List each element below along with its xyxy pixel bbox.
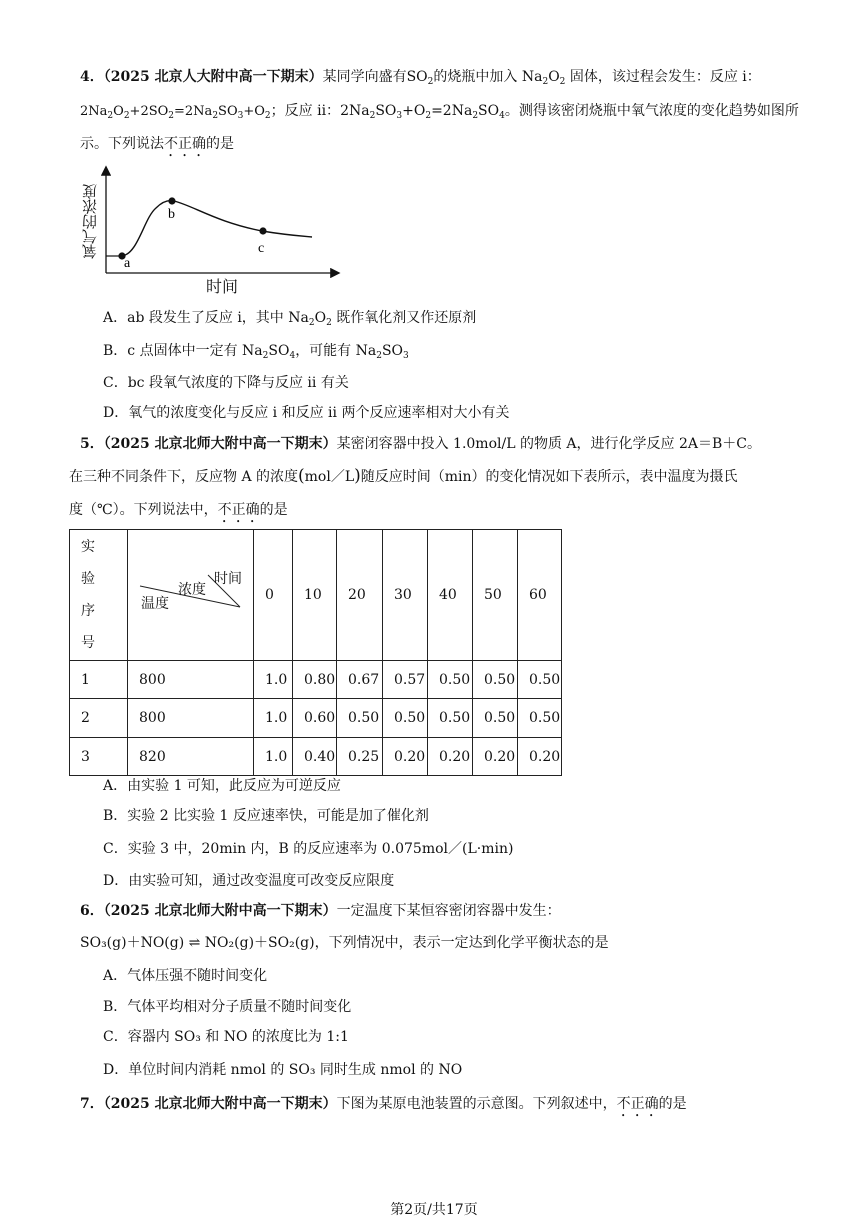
q5-option-c[interactable]: C．实验 3 中，20min 内，B 的反应速率为 0.075mol／(L·min) <box>103 841 514 857</box>
q5-line3: 度（℃）。下列说法中，不正确的是 <box>69 502 288 518</box>
time-40: 40 <box>428 530 473 661</box>
time-0: 0 <box>254 530 293 661</box>
time-60: 60 <box>518 530 562 661</box>
time-20: 20 <box>337 530 383 661</box>
emphasis-not-correct: 不正确 <box>164 136 206 152</box>
time-50: 50 <box>473 530 518 661</box>
table-row: 3 820 1.0 0.40 0.25 0.20 0.20 0.20 0.20 <box>70 738 562 776</box>
q6-option-d[interactable]: D．单位时间内消耗 nmol 的 SO₃ 同时生成 nmol 的 NO <box>103 1062 463 1078</box>
q5-option-b[interactable]: B．实验 2 比实验 1 反应速率快，可能是加了催化剂 <box>103 808 429 824</box>
concentration-table <box>69 529 562 776</box>
concentration-curve <box>122 201 312 256</box>
q4-line3: 示。下列说法不正确的是 <box>80 136 234 152</box>
q4-text: O <box>548 69 560 85</box>
q5-text: 某密闭容器中投入 1.0mol/L 的物质 A，进行化学反应 2A＝B＋C。 <box>336 436 761 452</box>
q6-line2 <box>80 933 609 953</box>
q4-text: ；反应 ii： <box>270 103 341 119</box>
q4-option-a[interactable]: A．ab 段发生了反应 i，其中 $Na_2O_2$ 既作氧化剂又作还原剂 <box>103 310 477 328</box>
time-10: 10 <box>293 530 337 661</box>
q4-line1: 4．（2025 北京人大附中高一下期末）某同学向盛有$SO_2$的烧瓶中加入 $Na_2O_2$ 固体，该过程会发生：反应 i： <box>80 69 761 87</box>
q6-number: 6． <box>80 903 104 919</box>
emphasis-not-correct: 不正确 <box>616 1096 659 1112</box>
q5-number: 5． <box>80 436 104 452</box>
q7-source: （2025 北京北师大附中高一下期末） <box>103 1096 337 1112</box>
q6-equation: SO₃(g)＋NO(g) ⇌ NO₂(g)＋SO₂(g) <box>80 935 315 951</box>
q5-line2: 在三种不同条件下，反应物 A 的浓度(mol／L)随反应时间（min）的变化情况如下表所示，表中温度为摄氏 <box>69 466 738 486</box>
diag-temperature-label: 温度 <box>141 596 169 612</box>
table-row: 1 800 1.0 0.80 0.67 0.57 0.50 0.50 0.50 <box>70 661 562 699</box>
q7-line1: 7．（2025 北京北师大附中高一下期末）下图为某原电池装置的示意图。下列叙述中，不正确的是 <box>80 1096 687 1112</box>
q4-text: 。测得该密闭烧瓶中氧气浓度的变化趋势如图所 <box>504 103 799 119</box>
q4-text: 某同学向盛有SO <box>322 69 428 85</box>
page-footer: 第2页/共17页 <box>390 1202 478 1218</box>
table-header-row <box>70 530 562 661</box>
point-a-label: a <box>124 256 131 271</box>
q5-option-a[interactable]: A．由实验 1 可知，此反应为可逆反应 <box>103 778 341 794</box>
q5-line1 <box>80 434 761 454</box>
q5-source: （2025 北京北师大附中高一下期末） <box>103 436 337 452</box>
time-30: 30 <box>383 530 428 661</box>
q6-line1 <box>80 901 561 921</box>
graph-x-label: 时间 <box>206 277 239 296</box>
point-b <box>168 197 175 204</box>
point-b-label: b <box>168 207 175 222</box>
q4-text: 固体，该过程会发生：反应 i： <box>565 69 761 85</box>
q4-source: （2025 北京人大附中高一下期末） <box>103 69 323 85</box>
q4-option-d[interactable]: D．氧气的浓度变化与反应 i 和反应 ii 两个反应速率相对大小有关 <box>103 405 510 421</box>
graph-y-label: 氧气的浓度 <box>81 184 99 259</box>
q6-source: （2025 北京北师大附中高一下期末） <box>103 903 337 919</box>
diag-time-label: 时间 <box>214 571 242 587</box>
q6-option-b[interactable]: B．气体平均相对分子质量不随时间变化 <box>103 999 352 1015</box>
q4-text: 的烧瓶中加入 Na <box>433 69 543 85</box>
q7-number: 7． <box>80 1096 104 1112</box>
q4-option-b[interactable]: B．c 点固体中一定有 $Na_2SO_4$，可能有 $Na_2SO_3$ <box>103 343 409 361</box>
q5-option-d[interactable]: D．由实验可知，通过改变温度可改变反应限度 <box>103 873 395 889</box>
q6-option-c[interactable]: C．容器内 SO₃ 和 NO 的浓度比为 1:1 <box>103 1029 349 1045</box>
q4-line2 <box>80 101 799 122</box>
q4-equation2: $2Na_2SO_3+O_2=2Na_2SO_4$ <box>340 103 505 121</box>
q6-text: 一定温度下某恒容密闭容器中发生： <box>336 903 561 919</box>
header-experiment-no: 实 验 序 号 <box>70 530 128 661</box>
header-diagonal-cell <box>128 530 254 661</box>
q4-option-c[interactable]: C．bc 段氧气浓度的下降与反应 ii 有关 <box>103 375 349 391</box>
q4-equation1: $2Na_2O_2+2SO_2=2Na_2SO_3+O_2$ <box>80 104 271 121</box>
emphasis-not-correct: 不正确 <box>217 502 260 518</box>
table-row: 2 800 1.0 0.60 0.50 0.50 0.50 0.50 0.50 <box>70 699 562 738</box>
q6-text: ，下列情况中，表示一定达到化学平衡状态的是 <box>314 935 609 951</box>
q4-number: 4． <box>80 69 104 85</box>
point-c-label: c <box>258 241 265 256</box>
point-c <box>259 227 266 234</box>
q6-option-a[interactable]: A．气体压强不随时间变化 <box>103 968 268 984</box>
diag-concentration-label: 浓度 <box>178 582 206 598</box>
